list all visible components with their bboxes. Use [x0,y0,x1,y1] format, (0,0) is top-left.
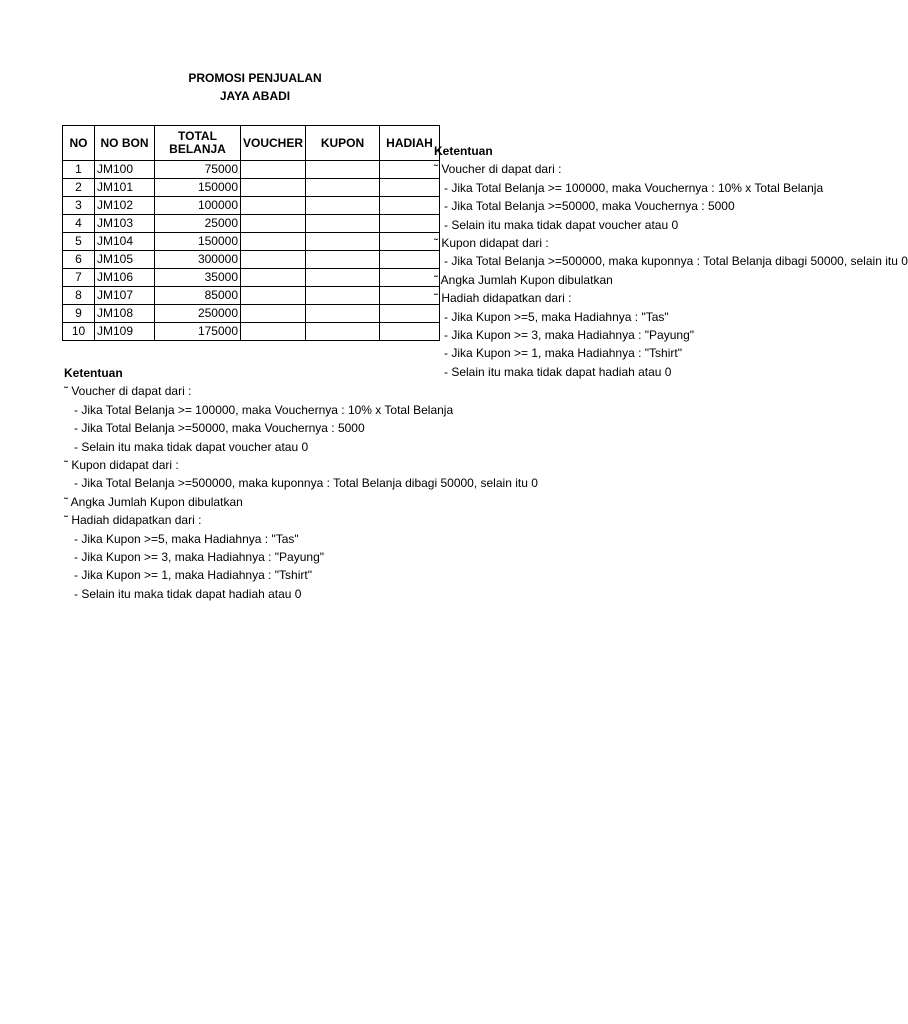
cell-total-belanja[interactable]: 175000 [155,323,241,341]
cell-no-bon[interactable]: JM109 [95,323,155,341]
cell-no-bon[interactable]: JM100 [95,161,155,179]
cell-total-belanja[interactable]: 100000 [155,197,241,215]
rules-main-line: - Selain itu maka tidak dapat voucher atau 0 [74,439,309,454]
table-row [63,251,440,269]
cell-no-bon[interactable]: JM103 [95,215,155,233]
cell-kupon[interactable] [306,161,380,179]
rules-main-line: ˜ Hadiah didapatkan dari : [64,513,202,528]
cell-total-belanja[interactable]: 35000 [155,269,241,287]
cell-voucher[interactable] [241,179,306,197]
cell-total-belanja[interactable]: 150000 [155,233,241,251]
header-no: NO [63,126,95,161]
cell-kupon[interactable] [306,269,380,287]
cell-no[interactable]: 5 [63,233,95,251]
rules-side-line: - Jika Kupon >= 1, maka Hadiahnya : "Tshirt" [444,346,682,361]
header-no-bon: NO BON [95,126,155,161]
cell-total-belanja[interactable]: 150000 [155,179,241,197]
rules-side-line: - Jika Kupon >= 3, maka Hadiahnya : "Payung" [444,328,695,343]
rules-main-line: - Jika Kupon >= 3, maka Hadiahnya : "Payung" [74,550,325,565]
rules-main-line: ˜ Kupon didapat dari : [64,458,179,473]
cell-voucher[interactable] [241,305,306,323]
cell-voucher[interactable] [241,215,306,233]
cell-kupon[interactable] [306,323,380,341]
rules-side-line: - Selain itu maka tidak dapat hadiah atau 0 [444,364,672,379]
cell-no-bon[interactable]: JM107 [95,287,155,305]
rules-main-line: - Jika Total Belanja >=500000, maka kuponnya : Total Belanja dibagi 50000, selain itu 0 [74,476,538,491]
rules-side-line: - Jika Total Belanja >=500000, maka kuponnya : Total Belanja dibagi 50000, selain itu 0 [444,254,908,269]
table-header-row [63,126,440,161]
rules-main-heading: Ketentuan [64,366,123,380]
table-row [63,215,440,233]
header-hadiah: HADIAH [380,126,440,161]
cell-no[interactable]: 7 [63,269,95,287]
rules-block-side [434,142,908,381]
rules-side-line: - Jika Total Belanja >= 100000, maka Vouchernya : 10% x Total Belanja [444,180,824,195]
table-row [63,233,440,251]
cell-no-bon[interactable]: JM106 [95,269,155,287]
table-row [63,287,440,305]
cell-no[interactable]: 10 [63,323,95,341]
cell-no[interactable]: 9 [63,305,95,323]
header-voucher: VOUCHER [241,126,306,161]
cell-voucher[interactable] [241,323,306,341]
cell-kupon[interactable] [306,233,380,251]
cell-kupon[interactable] [306,179,380,197]
cell-kupon[interactable] [306,251,380,269]
cell-total-belanja[interactable]: 250000 [155,305,241,323]
cell-total-belanja[interactable]: 85000 [155,287,241,305]
table-row [63,305,440,323]
rules-main-line: - Selain itu maka tidak dapat hadiah atau 0 [74,586,302,601]
cell-no-bon[interactable]: JM102 [95,197,155,215]
cell-no[interactable]: 4 [63,215,95,233]
cell-no-bon[interactable]: JM101 [95,179,155,197]
sheet-title: PROMOSI PENJUALAN [188,71,322,85]
cell-voucher[interactable] [241,161,306,179]
rules-main-line: ˜ Voucher di dapat dari : [64,384,192,399]
cell-total-belanja[interactable]: 75000 [155,161,241,179]
cell-hadiah[interactable] [380,251,440,269]
cell-kupon[interactable] [306,287,380,305]
cell-no[interactable]: 2 [63,179,95,197]
cell-total-belanja[interactable]: 25000 [155,215,241,233]
table-row [63,179,440,197]
table-row [63,323,440,341]
rules-side-line: - Selain itu maka tidak dapat voucher atau 0 [444,217,679,232]
cell-hadiah[interactable] [380,305,440,323]
rules-side-line: ˜ Voucher di dapat dari : [434,162,562,177]
cell-kupon[interactable] [306,197,380,215]
header-total-belanja: TOTAL BELANJA [155,126,241,161]
rules-side-heading: Ketentuan [434,144,493,158]
sheet-subtitle: JAYA ABADI [219,89,291,103]
cell-hadiah[interactable] [380,287,440,305]
table-row [63,269,440,287]
rules-side-line: ˜ Hadiah didapatkan dari : [434,291,572,306]
cell-no-bon[interactable]: JM108 [95,305,155,323]
cell-no[interactable]: 8 [63,287,95,305]
rules-main-line: - Jika Kupon >= 1, maka Hadiahnya : "Tshirt" [74,568,312,583]
rules-main-line: ˜ Angka Jumlah Kupon dibulatkan [64,494,243,509]
cell-hadiah[interactable] [380,197,440,215]
sales-table [62,125,440,341]
cell-hadiah[interactable] [380,179,440,197]
cell-no-bon[interactable]: JM104 [95,233,155,251]
cell-total-belanja[interactable]: 300000 [155,251,241,269]
table-row [63,161,440,179]
header-kupon: KUPON [306,126,380,161]
rules-block-main [64,364,538,603]
cell-voucher[interactable] [241,269,306,287]
rules-side-line: ˜ Angka Jumlah Kupon dibulatkan [434,272,613,287]
cell-hadiah[interactable] [380,323,440,341]
table-row [63,197,440,215]
cell-hadiah[interactable] [380,161,440,179]
cell-voucher[interactable] [241,251,306,269]
rules-main-line: - Jika Total Belanja >= 100000, maka Vouchernya : 10% x Total Belanja [74,402,454,417]
cell-voucher[interactable] [241,287,306,305]
cell-no-bon[interactable]: JM105 [95,251,155,269]
cell-kupon[interactable] [306,305,380,323]
cell-no[interactable]: 1 [63,161,95,179]
cell-hadiah[interactable] [380,233,440,251]
cell-voucher[interactable] [241,233,306,251]
table-body [63,161,440,341]
cell-hadiah[interactable] [380,269,440,287]
cell-hadiah[interactable] [380,215,440,233]
rules-side-line: - Jika Kupon >=5, maka Hadiahnya : "Tas" [444,309,669,324]
cell-no[interactable]: 3 [63,197,95,215]
cell-voucher[interactable] [241,197,306,215]
rules-main-line: - Jika Kupon >=5, maka Hadiahnya : "Tas" [74,531,299,546]
rules-side-line: ˜ Kupon didapat dari : [434,236,549,251]
rules-main-line: - Jika Total Belanja >=50000, maka Vouchernya : 5000 [74,421,365,436]
rules-side-line: - Jika Total Belanja >=50000, maka Vouchernya : 5000 [444,199,735,214]
cell-kupon[interactable] [306,215,380,233]
cell-no[interactable]: 6 [63,251,95,269]
